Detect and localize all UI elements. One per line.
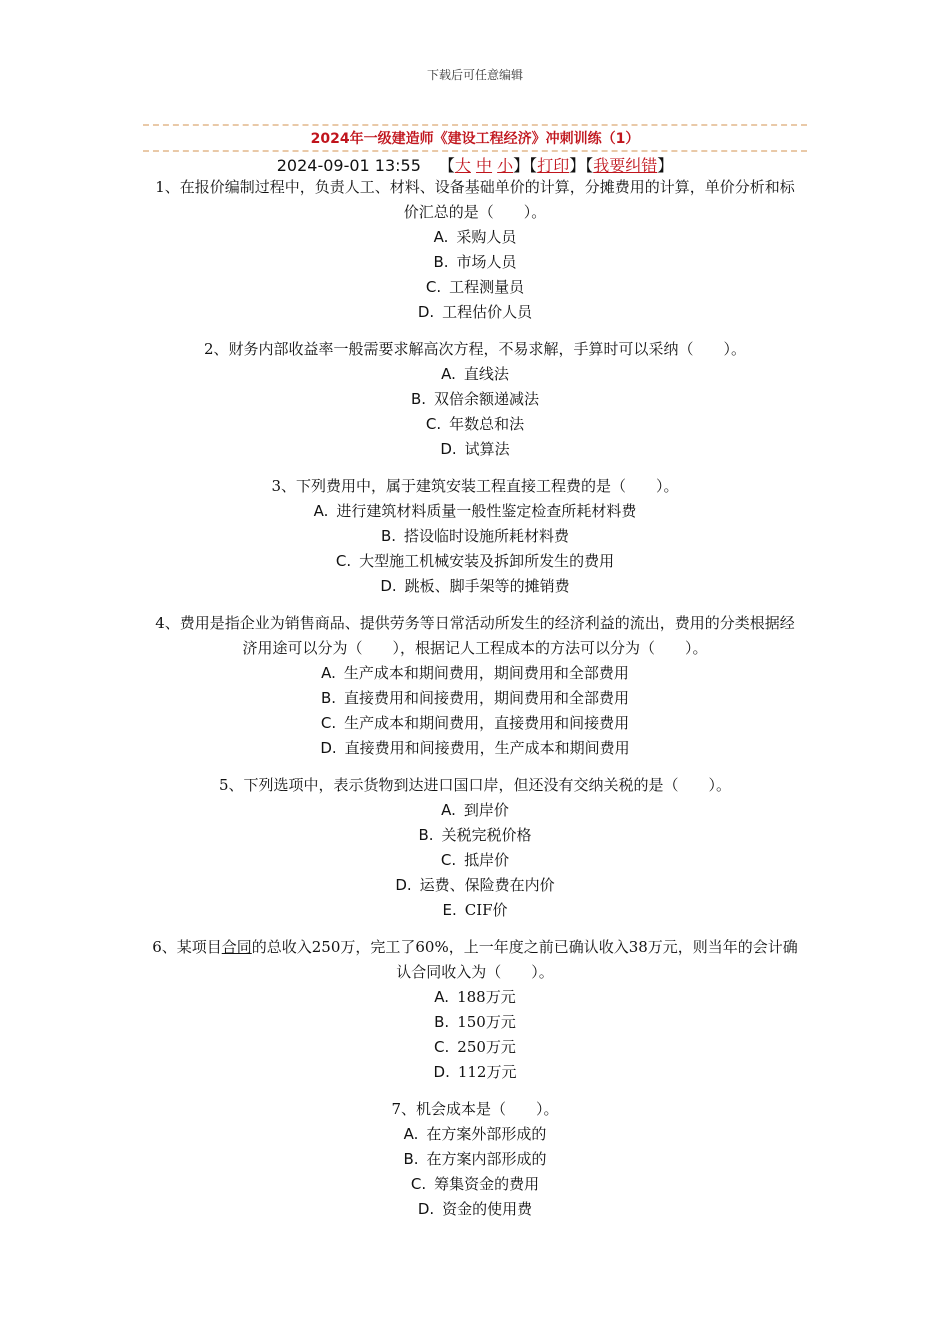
- page-title: 2024年一级建造师《建设工程经济》冲刺训练（1）: [310, 131, 640, 147]
- option-d: D. 运费、保险费在内价: [395, 876, 555, 894]
- option-a: A. 直线法: [441, 365, 509, 383]
- question-list: [150, 175, 800, 1222]
- option-c: C. 生产成本和期间费用，直接费用和间接费用: [320, 714, 630, 732]
- font-size-large-link[interactable]: 大: [454, 156, 471, 175]
- option-b: B. 直接费用和间接费用，期间费用和全部费用: [320, 689, 630, 707]
- question-stem: 2、财务内部收益率一般需要求解高次方程，不易求解，手算时可以采纳（ ）。: [203, 340, 747, 358]
- question-1: [150, 175, 800, 325]
- question-2: [150, 337, 800, 462]
- report-error-link[interactable]: 我要纠错: [593, 156, 658, 175]
- question-stem: 6、某项目合同的总收入250万，完工了60%，上一年度之前已确认收入38万元，则当年的会计确认合同收入为（ ）。: [152, 938, 798, 981]
- option-b: B. 在方案内部形成的: [403, 1150, 547, 1168]
- option-d: D. 112万元: [433, 1063, 517, 1081]
- option-b: B. 双倍余额递减法: [410, 390, 540, 408]
- option-c: C. 抵岸价: [440, 851, 510, 869]
- question-7: [150, 1097, 800, 1222]
- option-b: B. 关税完税价格: [418, 826, 532, 844]
- top-divider: [143, 124, 807, 126]
- option-d: D. 工程估价人员: [417, 303, 533, 321]
- option-c: C. 250万元: [434, 1038, 516, 1056]
- option-a: A. 在方案外部形成的: [403, 1125, 547, 1143]
- meta-bar: [0, 153, 950, 176]
- question-5: [150, 773, 800, 923]
- option-a: A. 到岸价: [441, 801, 509, 819]
- bracket-close: 】: [569, 156, 586, 175]
- question-3: [150, 474, 800, 599]
- option-a: A. 采购人员: [433, 228, 517, 246]
- bracket-open: 【: [529, 156, 538, 175]
- bracket-close: 】: [513, 156, 530, 175]
- print-link[interactable]: 打印: [537, 156, 570, 175]
- question-6: [150, 935, 800, 1085]
- header-note: 下载后可任意编辑: [426, 68, 523, 82]
- contract-link[interactable]: 合同: [221, 938, 252, 956]
- option-b: B. 市场人员: [433, 253, 517, 271]
- option-a: A. 188万元: [434, 988, 516, 1006]
- option-c: C. 筹集资金的费用: [410, 1175, 540, 1193]
- option-a: A. 进行建筑材料质量一般性鉴定检查所耗材料费: [313, 502, 637, 520]
- question-4: [150, 611, 800, 761]
- option-e: E. CIF价: [442, 901, 508, 919]
- font-size-small-link[interactable]: 小: [497, 156, 514, 175]
- option-b: B. 搭设临时设施所耗材料费: [380, 527, 570, 545]
- question-stem: 4、费用是指企业为销售商品、提供劳务等日常活动所发生的经济利益的流出，费用的分类根据经济用途可以分为（ ），根据记人工程成本的方法可以分为（ ）。: [155, 614, 795, 657]
- bracket-open: 【: [585, 156, 594, 175]
- font-size-medium-link[interactable]: 中: [476, 156, 493, 175]
- option-d: D. 跳板、脚手架等的摊销费: [380, 577, 570, 595]
- option-d: D. 试算法: [440, 440, 510, 458]
- bracket-open: 【: [438, 156, 455, 175]
- option-b: B. 150万元: [434, 1013, 516, 1031]
- question-stem: 7、机会成本是（ ）。: [391, 1100, 559, 1118]
- option-c: C. 年数总和法: [425, 415, 525, 433]
- question-stem: 1、在报价编制过程中，负责人工、材料、设备基础单价的计算，分摊费用的计算，单价分析和标价汇总的是（ ）。: [155, 178, 795, 221]
- option-a: A. 生产成本和期间费用，期间费用和全部费用: [321, 664, 629, 682]
- question-stem: 3、下列费用中，属于建筑安装工程直接工程费的是（ ）。: [271, 477, 679, 495]
- option-c: C. 大型施工机械安装及拆卸所发生的费用: [335, 552, 615, 570]
- bracket-close: 】: [657, 156, 674, 175]
- option-d: D. 直接费用和间接费用，生产成本和期间费用: [320, 739, 630, 757]
- question-stem: 5、下列选项中，表示货物到达进口国口岸，但还没有交纳关税的是（ ）。: [218, 776, 732, 794]
- bottom-divider: [143, 150, 807, 152]
- option-d: D. 资金的使用费: [417, 1200, 533, 1218]
- publish-datetime: 2024-09-01 13:55: [276, 156, 421, 175]
- option-c: C. 工程测量员: [425, 278, 525, 296]
